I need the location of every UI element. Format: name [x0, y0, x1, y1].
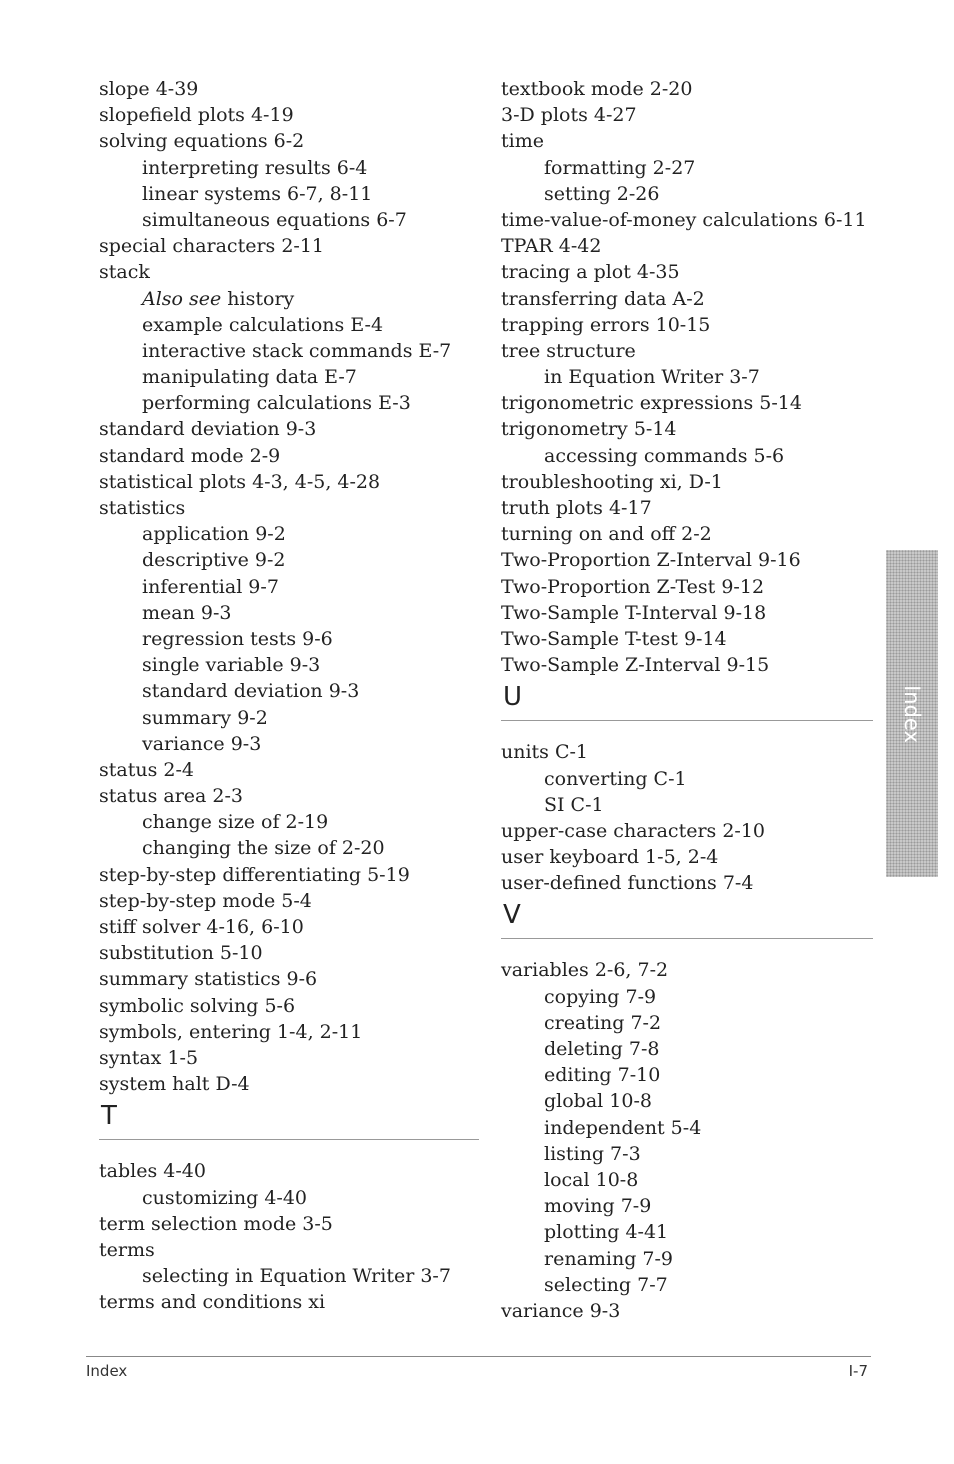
entry-text: time: [501, 130, 544, 153]
index-subentry: [501, 1036, 873, 1062]
section-rule: [501, 720, 873, 721]
index-entry: [99, 1289, 479, 1315]
index-subentry: [501, 1219, 873, 1245]
index-entry: [501, 739, 873, 765]
index-entry: [501, 128, 873, 154]
entry-text: units C-1: [501, 741, 589, 764]
index-entry: [99, 259, 479, 285]
index-entry: [501, 338, 873, 364]
section-rule: [501, 938, 873, 939]
index-subentry: [99, 312, 479, 338]
entry-text: tables 4-40: [99, 1160, 206, 1183]
entry-text: Two-Sample T-test 9-14: [501, 627, 727, 650]
index-subentry: [501, 1115, 873, 1141]
index-entry: [501, 574, 873, 600]
entry-text: upper-case characters 2-10: [501, 819, 766, 842]
index-entry: [99, 966, 479, 992]
entry-text: interactive stack commands E-7: [142, 339, 452, 362]
entry-text: selecting 7-7: [544, 1273, 668, 1296]
index-entry: [501, 495, 873, 521]
index-subentry: [99, 521, 479, 547]
entry-text: variance 9-3: [501, 1299, 621, 1322]
index-subentry: [99, 835, 479, 861]
entry-text: transferring data A-2: [501, 287, 705, 310]
entry-text: truth plots 4-17: [501, 497, 652, 519]
index-subentry: [501, 1088, 873, 1114]
entry-text: example calculations E-4: [142, 313, 384, 336]
index-entry: [501, 1298, 873, 1324]
index-entry: [501, 390, 873, 416]
entry-text: change size of 2-19: [142, 811, 329, 834]
footer-section-name: Index: [86, 1362, 128, 1380]
entry-text: statistical plots 4-3, 4-5, 4-28: [99, 470, 381, 493]
index-entry: [501, 600, 873, 626]
entry-text: regression tests 9-6: [142, 627, 333, 650]
entry-text: descriptive 9-2: [142, 549, 286, 572]
index-entry: [99, 76, 479, 102]
index-column-right: [501, 76, 873, 1324]
index-tab-label: Index: [900, 684, 924, 743]
index-subentry: [501, 1010, 873, 1036]
section-heading-u: U: [503, 682, 523, 713]
index-subentry: [99, 390, 479, 416]
entry-text: trigonometry 5-14: [501, 418, 677, 441]
index-entry: [99, 757, 479, 783]
index-subentry: [501, 1272, 873, 1298]
index-subentry: [501, 181, 873, 207]
index-subentry: [501, 984, 873, 1010]
index-entry: [99, 102, 479, 128]
entry-text: performing calculations E-3: [142, 392, 411, 415]
entry-text: 3-D plots 4-27: [501, 104, 637, 127]
entry-text: history: [221, 287, 295, 310]
index-subentry: [501, 155, 873, 181]
index-entry: [501, 818, 873, 844]
index-entry: [99, 233, 479, 259]
index-entry: [99, 1211, 479, 1237]
entry-text: single variable 9-3: [142, 654, 321, 677]
entry-text: editing 7-10: [544, 1064, 661, 1087]
index-subentry: [99, 626, 479, 652]
index-entry: [99, 914, 479, 940]
index-entry: [501, 957, 873, 983]
index-entry: [501, 259, 873, 285]
entry-text: tree structure: [501, 339, 636, 362]
index-entry: [501, 233, 873, 259]
index-subentry: [99, 574, 479, 600]
index-subentry: [99, 705, 479, 731]
index-entry: [501, 312, 873, 338]
entry-text: terms: [99, 1238, 155, 1261]
index-subentry: [99, 731, 479, 757]
entry-text: slope 4-39: [99, 78, 199, 100]
entry-text: stack: [99, 261, 150, 284]
entry-text: user keyboard 1-5, 2-4: [501, 846, 719, 869]
index-entry: [501, 286, 873, 312]
index-entry: [501, 521, 873, 547]
index-entry: [99, 1158, 479, 1184]
entry-text: standard deviation 9-3: [142, 680, 360, 703]
entry-text: variance 9-3: [142, 732, 262, 755]
entry-text: creating 7-2: [544, 1011, 662, 1034]
entry-text: application 9-2: [142, 523, 286, 546]
entry-text: setting 2-26: [544, 182, 660, 205]
entry-text: interpreting results 6-4: [142, 156, 368, 179]
entry-text: manipulating data E-7: [142, 366, 357, 389]
index-subentry: [99, 338, 479, 364]
see-also-label: Also see: [142, 287, 222, 310]
index-entry: [501, 652, 873, 678]
index-subentry: [501, 1141, 873, 1167]
entry-text: customizing 4-40: [142, 1186, 308, 1209]
entry-text: time-value-of-money calculations 6-11: [501, 208, 867, 231]
entry-text: converting C-1: [544, 767, 687, 790]
entry-text: step-by-step differentiating 5-19: [99, 863, 410, 886]
index-entry: [99, 1071, 479, 1097]
entry-text: simultaneous equations 6-7: [142, 208, 407, 231]
index-subentry: [99, 547, 479, 573]
entry-text: user-defined functions 7-4: [501, 872, 754, 895]
entry-text: summary 9-2: [142, 706, 268, 729]
entry-text: standard mode 2-9: [99, 444, 281, 467]
index-subentry: [501, 766, 873, 792]
index-entry: [99, 783, 479, 809]
index-entry: [99, 443, 479, 469]
index-entry: [501, 547, 873, 573]
index-entry: [501, 207, 873, 233]
index-subentry: [99, 678, 479, 704]
index-entry: [501, 626, 873, 652]
entry-text: step-by-step mode 5-4: [99, 889, 312, 912]
index-subentry: [501, 1167, 873, 1193]
entry-text: mean 9-3: [142, 601, 232, 624]
index-entry: [99, 1237, 479, 1263]
entry-text: plotting 4-41: [544, 1221, 669, 1244]
entry-text: deleting 7-8: [544, 1038, 660, 1060]
entry-text: special characters 2-11: [99, 235, 325, 258]
entry-text: system halt D-4: [99, 1073, 250, 1096]
index-subentry: [501, 443, 873, 469]
entry-text: trigonometric expressions 5-14: [501, 392, 802, 415]
index-subentry: [99, 652, 479, 678]
index-entry: [501, 416, 873, 442]
index-subentry: [99, 364, 479, 390]
entry-text: selecting in Equation Writer 3-7: [142, 1265, 451, 1288]
entry-text: tracing a plot 4-35: [501, 261, 680, 284]
footer-page-number: I-7: [848, 1362, 868, 1380]
entry-text: independent 5-4: [544, 1116, 702, 1139]
entry-text: renaming 7-9: [544, 1247, 674, 1270]
entry-text: variables 2-6, 7-2: [501, 959, 669, 982]
entry-text: status 2-4: [99, 758, 194, 781]
entry-text: accessing commands 5-6: [544, 444, 785, 467]
entry-text: Two-Sample Z-Interval 9-15: [501, 654, 770, 677]
index-entry: [99, 993, 479, 1019]
index-column-left: [99, 76, 479, 1315]
entry-text: local 10-8: [544, 1168, 639, 1191]
entry-text: textbook mode 2-20: [501, 78, 693, 100]
index-subentry: [99, 155, 479, 181]
entry-text: status area 2-3: [99, 785, 243, 808]
entry-text: statistics: [99, 497, 186, 519]
entry-text: Two-Proportion Z-Test 9-12: [501, 575, 765, 598]
entry-text: Two-Proportion Z-Interval 9-16: [501, 549, 801, 572]
entry-text: formatting 2-27: [544, 156, 696, 179]
index-entry: [501, 870, 873, 896]
entry-text: troubleshooting xi, D-1: [501, 470, 723, 493]
entry-text: stiff solver 4-16, 6-10: [99, 916, 304, 938]
footer-rule: [86, 1356, 871, 1357]
index-subentry: [99, 207, 479, 233]
section-rule: [99, 1139, 479, 1140]
entry-text: Two-Sample T-Interval 9-18: [501, 601, 767, 624]
index-entry: [501, 76, 873, 102]
index-subentry: [99, 1185, 479, 1211]
index-entry: [99, 888, 479, 914]
index-subentry: [99, 286, 479, 312]
entry-text: linear systems 6-7, 8-11: [142, 182, 373, 205]
entry-text: slopefield plots 4-19: [99, 104, 294, 127]
entry-text: trapping errors 10-15: [501, 313, 711, 336]
entry-text: inferential 9-7: [142, 575, 279, 598]
index-subentry: [501, 1246, 873, 1272]
section-heading-t: T: [101, 1101, 117, 1132]
entry-text: summary statistics 9-6: [99, 968, 318, 991]
index-subentry: [99, 181, 479, 207]
index-subentry: [501, 364, 873, 390]
entry-text: standard deviation 9-3: [99, 418, 317, 441]
entry-text: TPAR 4-42: [501, 235, 602, 258]
index-thumb-tab: [886, 550, 938, 877]
entry-text: listing 7-3: [544, 1142, 641, 1165]
index-entry: [99, 1019, 479, 1045]
entry-text: symbolic solving 5-6: [99, 994, 296, 1017]
index-entry: [99, 495, 479, 521]
index-entry: [99, 862, 479, 888]
entry-text: substitution 5-10: [99, 942, 263, 965]
index-entry: [501, 469, 873, 495]
entry-text: syntax 1-5: [99, 1046, 199, 1069]
section-heading-v: V: [503, 900, 521, 931]
entry-text: in Equation Writer 3-7: [544, 366, 760, 389]
index-entry: [99, 128, 479, 154]
index-entry: [99, 469, 479, 495]
index-subentry: [99, 600, 479, 626]
entry-text: turning on and off 2-2: [501, 523, 712, 546]
index-subentry: [501, 792, 873, 818]
entry-text: solving equations 6-2: [99, 130, 305, 153]
index-entry: [99, 1045, 479, 1071]
index-entry: [501, 102, 873, 128]
entry-text: copying 7-9: [544, 985, 657, 1008]
entry-text: term selection mode 3-5: [99, 1212, 333, 1235]
entry-text: symbols, entering 1-4, 2-11: [99, 1020, 363, 1043]
entry-text: SI C-1: [544, 793, 604, 816]
index-subentry: [99, 809, 479, 835]
index-subentry: [501, 1193, 873, 1219]
index-entry: [99, 416, 479, 442]
entry-text: moving 7-9: [544, 1195, 652, 1218]
index-entry: [99, 940, 479, 966]
entry-text: changing the size of 2-20: [142, 837, 385, 860]
index-subentry: [99, 1263, 479, 1289]
index-entry: [501, 844, 873, 870]
index-subentry: [501, 1062, 873, 1088]
entry-text: terms and conditions xi: [99, 1291, 326, 1314]
entry-text: global 10-8: [544, 1090, 652, 1113]
